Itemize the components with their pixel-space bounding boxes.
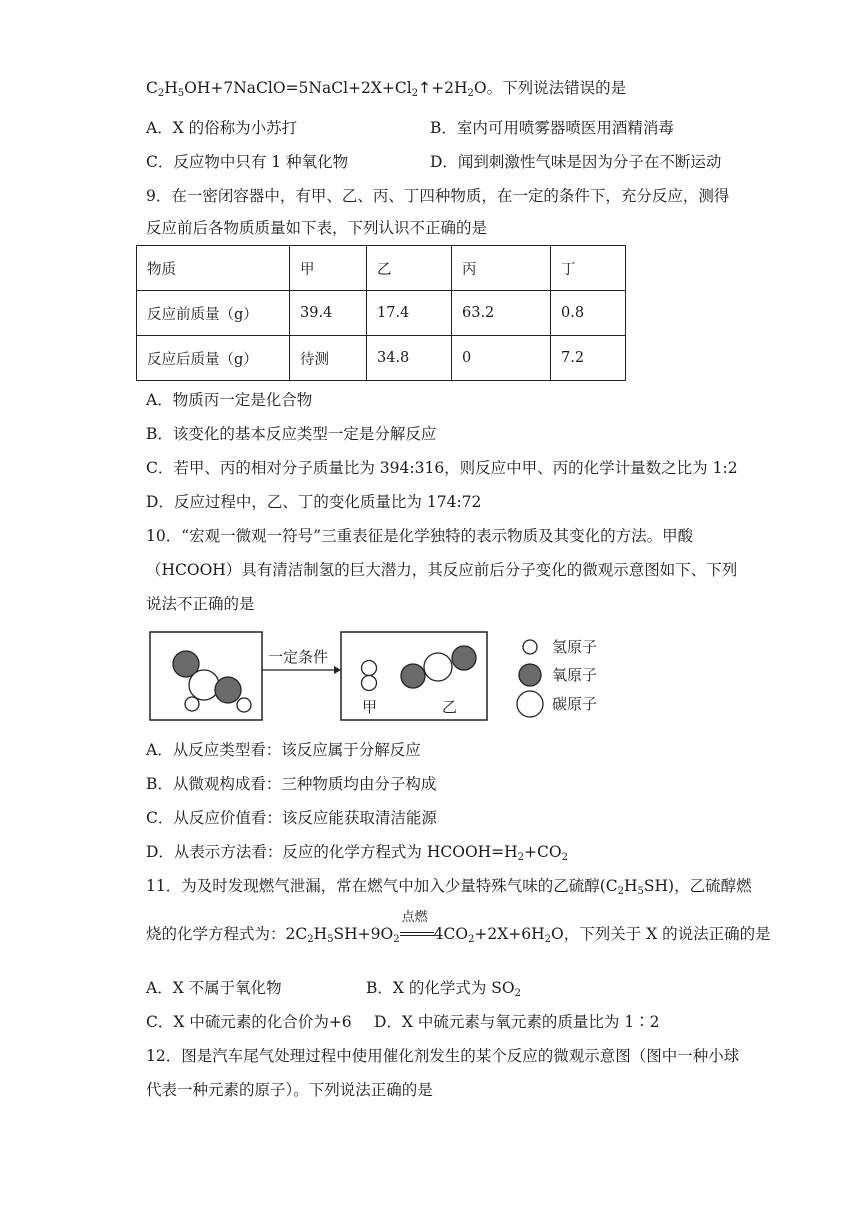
q9-stem-line1: 9．在一密闭容器中，有甲、乙、丙、丁四种物质，在一定的条件下，充分反应，测得 bbox=[146, 187, 730, 205]
q12-stem-line2: 代表一种元素的原子）。下列说法正确的是 bbox=[146, 1081, 433, 1099]
table-cell: 7.2 bbox=[551, 336, 626, 381]
legend-oxygen-label: 氧原子 bbox=[552, 666, 598, 684]
table-cell: 63.2 bbox=[452, 291, 551, 336]
reaction-condition: 一定条件 bbox=[268, 648, 329, 666]
q8-option-b[interactable]: B．室内可用喷雾器喷医用酒精消毒 bbox=[430, 119, 674, 137]
q10-option-d[interactable]: D．从表示方法看：反应的化学方程式为 $HCOOH=H_2+CO_2$ bbox=[146, 843, 568, 863]
q10-reaction-diagram bbox=[148, 628, 618, 724]
q11-stem-a: 11．为及时发现燃气泄漏，常在燃气中加入少量特殊气味的乙硫醇(C bbox=[146, 877, 618, 895]
carbon-atom bbox=[424, 653, 452, 681]
table-row bbox=[137, 336, 626, 381]
q10-option-a[interactable]: A．从反应类型看：该反应属于分解反应 bbox=[146, 741, 421, 759]
q9-option-a[interactable]: A．物质丙一定是化合物 bbox=[146, 391, 313, 409]
q8-option-a[interactable]: A．X 的俗称为小苏打 bbox=[146, 119, 298, 137]
oxygen-atom bbox=[452, 646, 476, 670]
q11-option-b[interactable]: B．X 的化学式为 $SO_2$ bbox=[366, 979, 521, 999]
reaction-arrowhead bbox=[334, 666, 341, 674]
q8-equation: $C_2H_5OH+7NaClO=5NaCl+2X+Cl_2↑+2H_2O$ bbox=[146, 79, 487, 99]
q8-tail: 。下列说法错误的是 bbox=[486, 79, 627, 97]
q12-stem-line1: 12．图是汽车尾气处理过程中使用催化剂发生的某个反应的微观示意图（图中一种小球 bbox=[146, 1047, 740, 1065]
q10-stem-line3: 说法不正确的是 bbox=[146, 595, 255, 613]
table-cell: 0 bbox=[452, 336, 551, 381]
q9-stem-line2: 反应前后各物质质量如下表，下列认识不正确的是 bbox=[146, 219, 488, 237]
oxygen-atom bbox=[401, 664, 425, 688]
q10-option-c[interactable]: C．从反应价值看：该反应能获取清洁能源 bbox=[146, 809, 437, 827]
table-header-cell: 乙 bbox=[367, 246, 452, 291]
q11-stem-line2-b: ，下列关于 X 的说法正确的是 bbox=[563, 925, 771, 943]
q11-equation-condition: 点燃 bbox=[401, 910, 428, 925]
q9-option-b[interactable]: B．该变化的基本反应类型一定是分解反应 bbox=[146, 425, 437, 443]
q8-option-d[interactable]: D．闻到刺激性气味是因为分子在不断运动 bbox=[430, 153, 722, 171]
q11-option-a[interactable]: A．X 不属于氧化物 bbox=[146, 979, 282, 997]
table-header-cell: 甲 bbox=[290, 246, 367, 291]
q11-option-c[interactable]: C．X 中硫元素的化合价为+6 bbox=[146, 1013, 352, 1031]
q10-stem-line2: （HCOOH）具有清洁制氢的巨大潜力，其反应前后分子变化的微观示意图如下、下列 bbox=[146, 561, 738, 579]
legend-hydrogen-icon bbox=[523, 640, 537, 654]
q10-option-d-text: D．从表示方法看：反应的化学方程式为 HCOOH=H bbox=[146, 843, 518, 861]
q9-option-d[interactable]: D．反应过程中，乙、丁的变化质量比为 174:72 bbox=[146, 493, 482, 511]
table-cell: 反应前质量（g） bbox=[137, 291, 290, 336]
q9-mass-table bbox=[136, 245, 626, 381]
q9-option-c[interactable]: C．若甲、丙的相对分子质量比为 394:316，则反应中甲、丙的化学计量数之比为 1:2 bbox=[146, 459, 738, 477]
q11-equation-right: $4CO_2+2X+6H_2O$ bbox=[433, 925, 564, 945]
hydrogen-atom bbox=[185, 697, 199, 711]
hydrogen-atom bbox=[362, 676, 377, 691]
q11-stem-line1: 11．为及时发现燃气泄漏，常在燃气中加入少量特殊气味的乙硫醇$(C_2H_5SH)$，乙硫醇燃 bbox=[146, 877, 752, 897]
label-jia: 甲 bbox=[362, 698, 378, 716]
q10-stem-line1: 10．“宏观一微观一符号”三重表征是化学独特的表示物质及其变化的方法。甲酸 bbox=[146, 527, 694, 545]
q11-option-d[interactable]: D．X 中硫元素与氧元素的质量比为 1∶2 bbox=[374, 1013, 660, 1031]
q8-option-c[interactable]: C．反应物中只有 1 种氧化物 bbox=[146, 153, 349, 171]
table-cell: 34.8 bbox=[367, 336, 452, 381]
q11-option-b-text: B．X 的化学式为 SO bbox=[366, 979, 515, 997]
table-header-cell: 物质 bbox=[137, 246, 290, 291]
carbon-atom bbox=[189, 670, 219, 700]
table-header-cell: 丁 bbox=[551, 246, 626, 291]
q11-stem-line2 bbox=[146, 910, 771, 950]
table-cell: 17.4 bbox=[367, 291, 452, 336]
label-yi: 乙 bbox=[442, 698, 458, 716]
oxygen-atom bbox=[215, 677, 241, 703]
hydrogen-atom bbox=[237, 698, 251, 712]
q11-equation-left: $2C_2H_5SH+9O_2$ bbox=[285, 925, 400, 945]
q10-option-b[interactable]: B．从微观构成看：三种物质均由分子构成 bbox=[146, 775, 437, 793]
legend-oxygen-icon bbox=[519, 664, 541, 686]
q11-stem-c: SH)，乙硫醇燃 bbox=[643, 877, 752, 895]
table-header-cell: 丙 bbox=[452, 246, 551, 291]
q11-stem-line2-a: 烧的化学方程式为： bbox=[146, 925, 286, 943]
hydrogen-atom bbox=[362, 661, 377, 676]
legend-hydrogen-label: 氢原子 bbox=[552, 638, 598, 656]
table-cell: 39.4 bbox=[290, 291, 367, 336]
table-row bbox=[137, 291, 626, 336]
q11-stem-b: H bbox=[624, 877, 638, 895]
table-row bbox=[137, 246, 626, 291]
table-cell: 待测 bbox=[290, 336, 367, 381]
legend-carbon-icon bbox=[517, 691, 543, 717]
table-cell: 反应后质量（g） bbox=[137, 336, 290, 381]
q11-equation-arrow bbox=[400, 910, 434, 944]
legend-carbon-label: 碳原子 bbox=[552, 695, 598, 713]
q8-equation-line bbox=[146, 78, 626, 104]
table-cell: 0.8 bbox=[551, 291, 626, 336]
